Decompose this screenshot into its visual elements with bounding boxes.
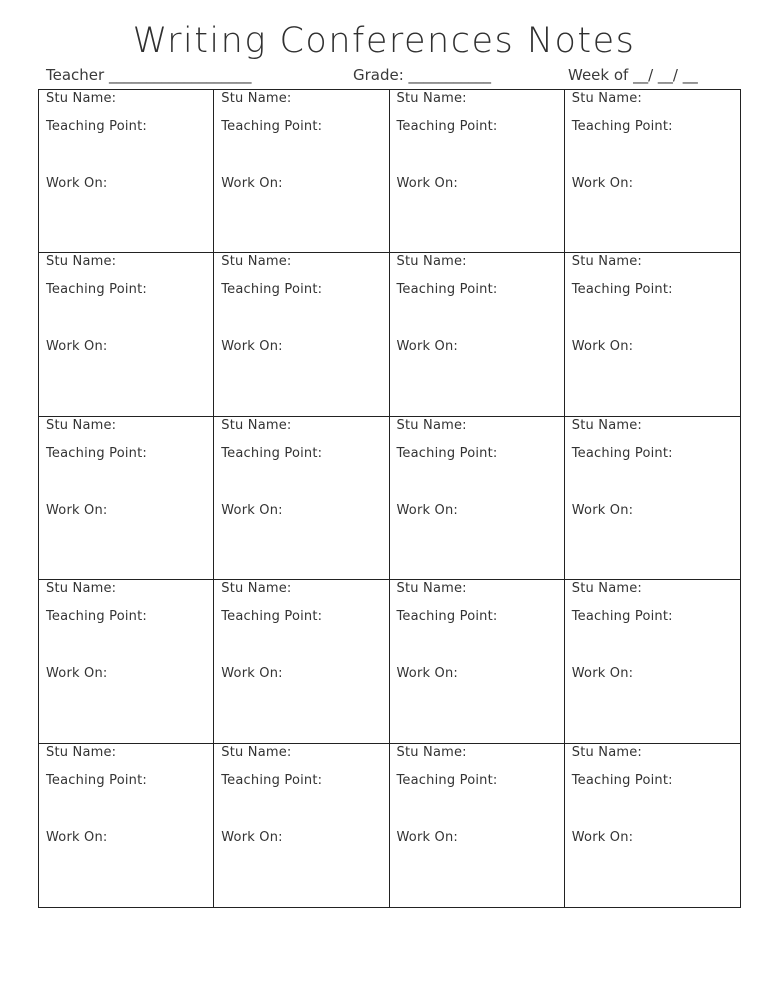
student-name-label: Stu Name:	[221, 417, 292, 433]
student-name-label: Stu Name:	[221, 254, 292, 270]
conference-cell[interactable]	[214, 580, 389, 743]
page-title: Writing Conferences Notes	[132, 21, 636, 61]
work-on-label: Work On:	[571, 829, 634, 845]
conference-cell[interactable]	[565, 90, 740, 253]
conference-cell[interactable]	[39, 580, 214, 743]
student-name-label: Stu Name:	[571, 744, 643, 760]
teaching-point-label: Teaching Point:	[571, 282, 673, 298]
teaching-point-label: Teaching Point:	[46, 445, 147, 461]
conference-cell[interactable]	[214, 253, 389, 416]
teaching-point-label: Teaching Point:	[396, 282, 498, 298]
work-on-label: Work On:	[46, 502, 108, 518]
teaching-point-label: Teaching Point:	[571, 772, 673, 788]
conference-cell[interactable]	[39, 744, 214, 907]
conference-cell[interactable]	[214, 417, 389, 580]
work-on-label: Work On:	[396, 339, 459, 355]
conference-cell[interactable]	[390, 580, 565, 743]
conference-cell[interactable]	[565, 417, 740, 580]
student-name-label: Stu Name:	[221, 581, 292, 597]
work-on-label: Work On:	[221, 666, 283, 682]
teaching-point-label: Teaching Point:	[396, 772, 498, 788]
teaching-point-label: Teaching Point:	[396, 609, 498, 625]
student-name-label: Stu Name:	[46, 91, 117, 106]
work-on-label: Work On:	[396, 829, 459, 845]
student-name-label: Stu Name:	[46, 744, 117, 760]
work-on-label: Work On:	[221, 502, 283, 518]
conference-cell[interactable]	[39, 253, 214, 416]
teaching-point-label: Teaching Point:	[396, 119, 498, 134]
teaching-point-label: Teaching Point:	[396, 445, 498, 461]
conference-cell[interactable]	[390, 253, 565, 416]
work-on-label: Work On:	[571, 176, 634, 191]
teaching-point-label: Teaching Point:	[571, 119, 673, 134]
teaching-point-label: Teaching Point:	[221, 282, 323, 298]
teacher-field[interactable]: Teacher ___________________	[46, 66, 252, 84]
student-name-label: Stu Name:	[396, 744, 467, 760]
teaching-point-label: Teaching Point:	[571, 445, 673, 461]
teaching-point-label: Teaching Point:	[221, 772, 323, 788]
work-on-label: Work On:	[396, 502, 459, 518]
teaching-point-label: Teaching Point:	[46, 609, 147, 625]
work-on-label: Work On:	[46, 666, 108, 682]
student-name-label: Stu Name:	[221, 91, 292, 106]
student-name-label: Stu Name:	[396, 581, 467, 597]
student-name-label: Stu Name:	[396, 417, 467, 433]
work-on-label: Work On:	[221, 176, 283, 191]
student-name-label: Stu Name:	[46, 581, 117, 597]
conference-cell[interactable]	[214, 90, 389, 253]
student-name-label: Stu Name:	[396, 91, 467, 106]
work-on-label: Work On:	[571, 502, 634, 518]
teaching-point-label: Teaching Point:	[46, 119, 147, 134]
student-name-label: Stu Name:	[46, 417, 117, 433]
teaching-point-label: Teaching Point:	[571, 609, 673, 625]
teaching-point-label: Teaching Point:	[46, 282, 147, 298]
conference-cell[interactable]	[214, 744, 389, 907]
week-of-field[interactable]: Week of __/ __/ __	[568, 66, 698, 84]
student-name-label: Stu Name:	[571, 417, 643, 433]
work-on-label: Work On:	[571, 666, 634, 682]
conference-cell[interactable]	[565, 744, 740, 907]
work-on-label: Work On:	[221, 339, 283, 355]
work-on-label: Work On:	[571, 339, 634, 355]
conference-cell[interactable]	[390, 90, 565, 253]
conference-cell[interactable]	[565, 253, 740, 416]
work-on-label: Work On:	[396, 176, 459, 191]
work-on-label: Work On:	[396, 666, 459, 682]
conference-cell[interactable]	[390, 744, 565, 907]
student-name-label: Stu Name:	[396, 254, 467, 270]
teaching-point-label: Teaching Point:	[221, 445, 323, 461]
work-on-label: Work On:	[46, 176, 108, 191]
student-name-label: Stu Name:	[221, 744, 292, 760]
conference-notes-grid	[38, 89, 741, 908]
student-name-label: Stu Name:	[571, 91, 643, 106]
conference-cell[interactable]	[390, 417, 565, 580]
student-name-label: Stu Name:	[571, 581, 643, 597]
work-on-label: Work On:	[221, 829, 283, 845]
header-fields	[0, 66, 768, 88]
grade-field[interactable]: Grade: ___________	[353, 66, 492, 84]
work-on-label: Work On:	[46, 829, 108, 845]
student-name-label: Stu Name:	[571, 254, 643, 270]
teaching-point-label: Teaching Point:	[221, 609, 323, 625]
teaching-point-label: Teaching Point:	[221, 119, 323, 134]
teaching-point-label: Teaching Point:	[46, 772, 147, 788]
conference-cell[interactable]	[565, 580, 740, 743]
conference-cell[interactable]	[39, 417, 214, 580]
conference-cell[interactable]	[39, 90, 214, 253]
student-name-label: Stu Name:	[46, 254, 117, 270]
work-on-label: Work On:	[46, 339, 108, 355]
